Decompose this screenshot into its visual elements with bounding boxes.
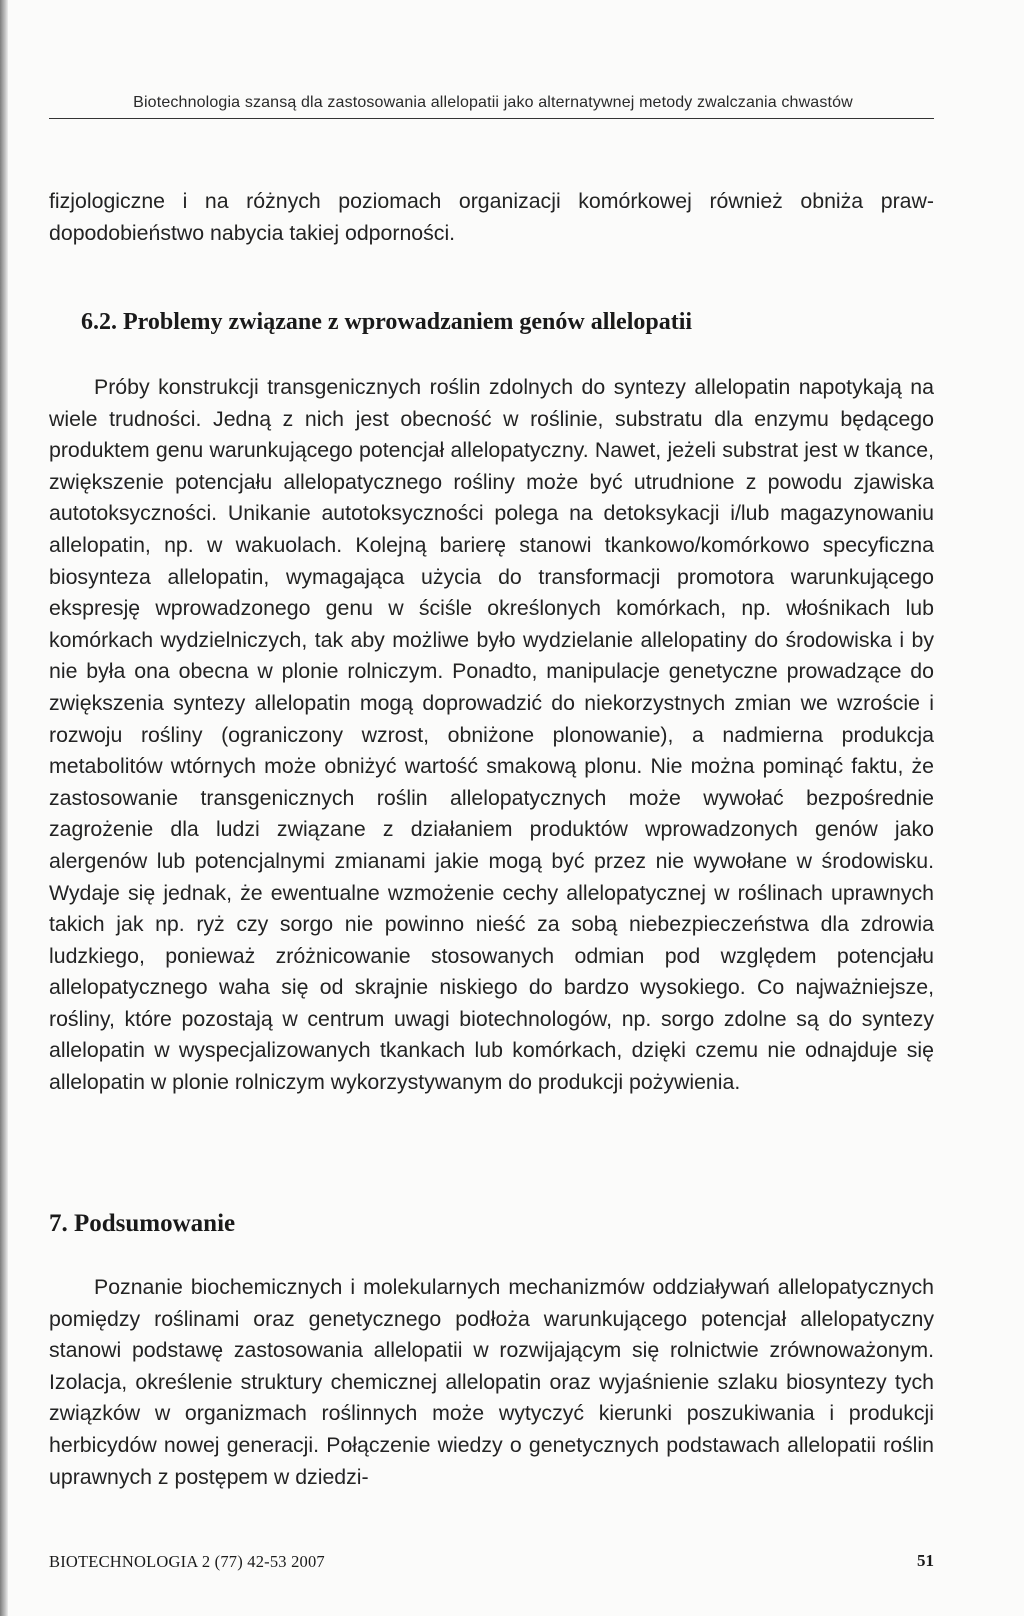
section-7-paragraph: Poznanie biochemicznych i molekularnych mechanizmów oddziaływań allelopatycznych pomiędzy roślinami oraz genetycznego podłoża warunkującego potencjał allelopatyczny stanowi podstawę zastosowania allelopatii w rozwijającym się rolnictwie zrównoważonym. Izolacja, określenie struktury chemicznej allelopatin oraz wyjaśnienie szlaku biosyntezy tych związków w organizmach roślinnych może wytyczyć kierunki poszukiwania i produkcji herbicydów nowej generacji. Połączenie wiedzy o genetycznych podstawach allelopatii roślin uprawnych z postępem w dziedzi- [49,1275,934,1489]
running-header: Biotechnologia szansą dla zastosowania allelopatii jako alternatywnej metody zwalczania chwastów [133,94,853,111]
section-6-2-paragraph: Próby konstrukcji transgenicznych roślin zdolnych do syntezy allelopatin napotykają na wiele trudności. Jedną z nich jest obecność w roślinie, substratu dla enzymu będącego produktem genu warunkującego potencjał allelopatyczny. Nawet, jeżeli substrat jest w tkance, zwiększenie potencjału allelopatycznego rośliny może być utrudnione z powodu zjawiska autotoksyczności. Unikanie autotoksyczności polega na detoksykacji i/lub magazynowaniu allelopatin, np. w wakuolach. Kolejną barierę stanowi tkankowo/komórkowo specyficzna biosynteza allelopatin, wymagająca użycia do transformacji promotora warunkującego ekspresję wprowadzonego genu w ściśle określonych komórkach, np. włośnikach lub komórkach wydzielniczych, tak aby możliwe było wydzielanie allelopatiny do środowiska i by nie była ona obecna w plonie rolniczym. Ponadto, manipulacje genetyczne prowadzące do zwiększenia syntezy allelopatin mogą doprowadzić do niekorzystnych zmian we wzroście i rozwoju rośliny (ograniczony wzrost, obniżone plonowanie), a nadmierna produkcja metabolitów wtórnych może obniżyć wartość smakową plonu. Nie można pominąć faktu, że zastosowanie transgenicznych roślin allelopatycznych może wywołać bezpośrednie zagrożenie dla ludzi związane z działaniem produktów wprowadzonych genów jako alergenów lub potencjalnymi zmianami jakie mogą być przez nie wywołane w środowisku. Wydaje się jednak, że ewentualne wzmożenie cechy allelopatycznej w roślinach uprawnych takich jak np. ryż czy sorgo nie powinno nieść za sobą niebezpieczeństwa dla zdrowia ludzkiego, ponieważ zróżnicowanie stosowanych odmian pod względem potencjału allelopatycznego waha się od skrajnie niskiego do bardzo wysokiego. Co najważniejsze, rośliny, które pozostają w centrum uwagi biotechnologów, np. sorgo zdolne są do syntezy allelopatin w wyspecjalizowanych tkankach lub komórkach, dzięki czemu nie odnajduje się allelopatin w plonie rolniczym wykorzystywanym do produkcji pożywienia. [49,375,934,1095]
section-7-heading: 7. Podsumowanie [49,1210,236,1237]
intro-paragraph: fizjologiczne i na różnych poziomach organizacji komórkowej również obniża prawdopodobieństwo nabycia takiej odporności. [49,189,934,245]
page-number: 51 [917,1551,934,1570]
page-binding-edge [0,0,8,1616]
footer-journal-citation: BIOTECHNOLOGIA 2 (77) 42-53 2007 [49,1552,325,1571]
header-rule [49,118,934,119]
section-6-2-heading: 6.2. Problemy związane z wprowadzaniem genów allelopatii [81,309,693,335]
